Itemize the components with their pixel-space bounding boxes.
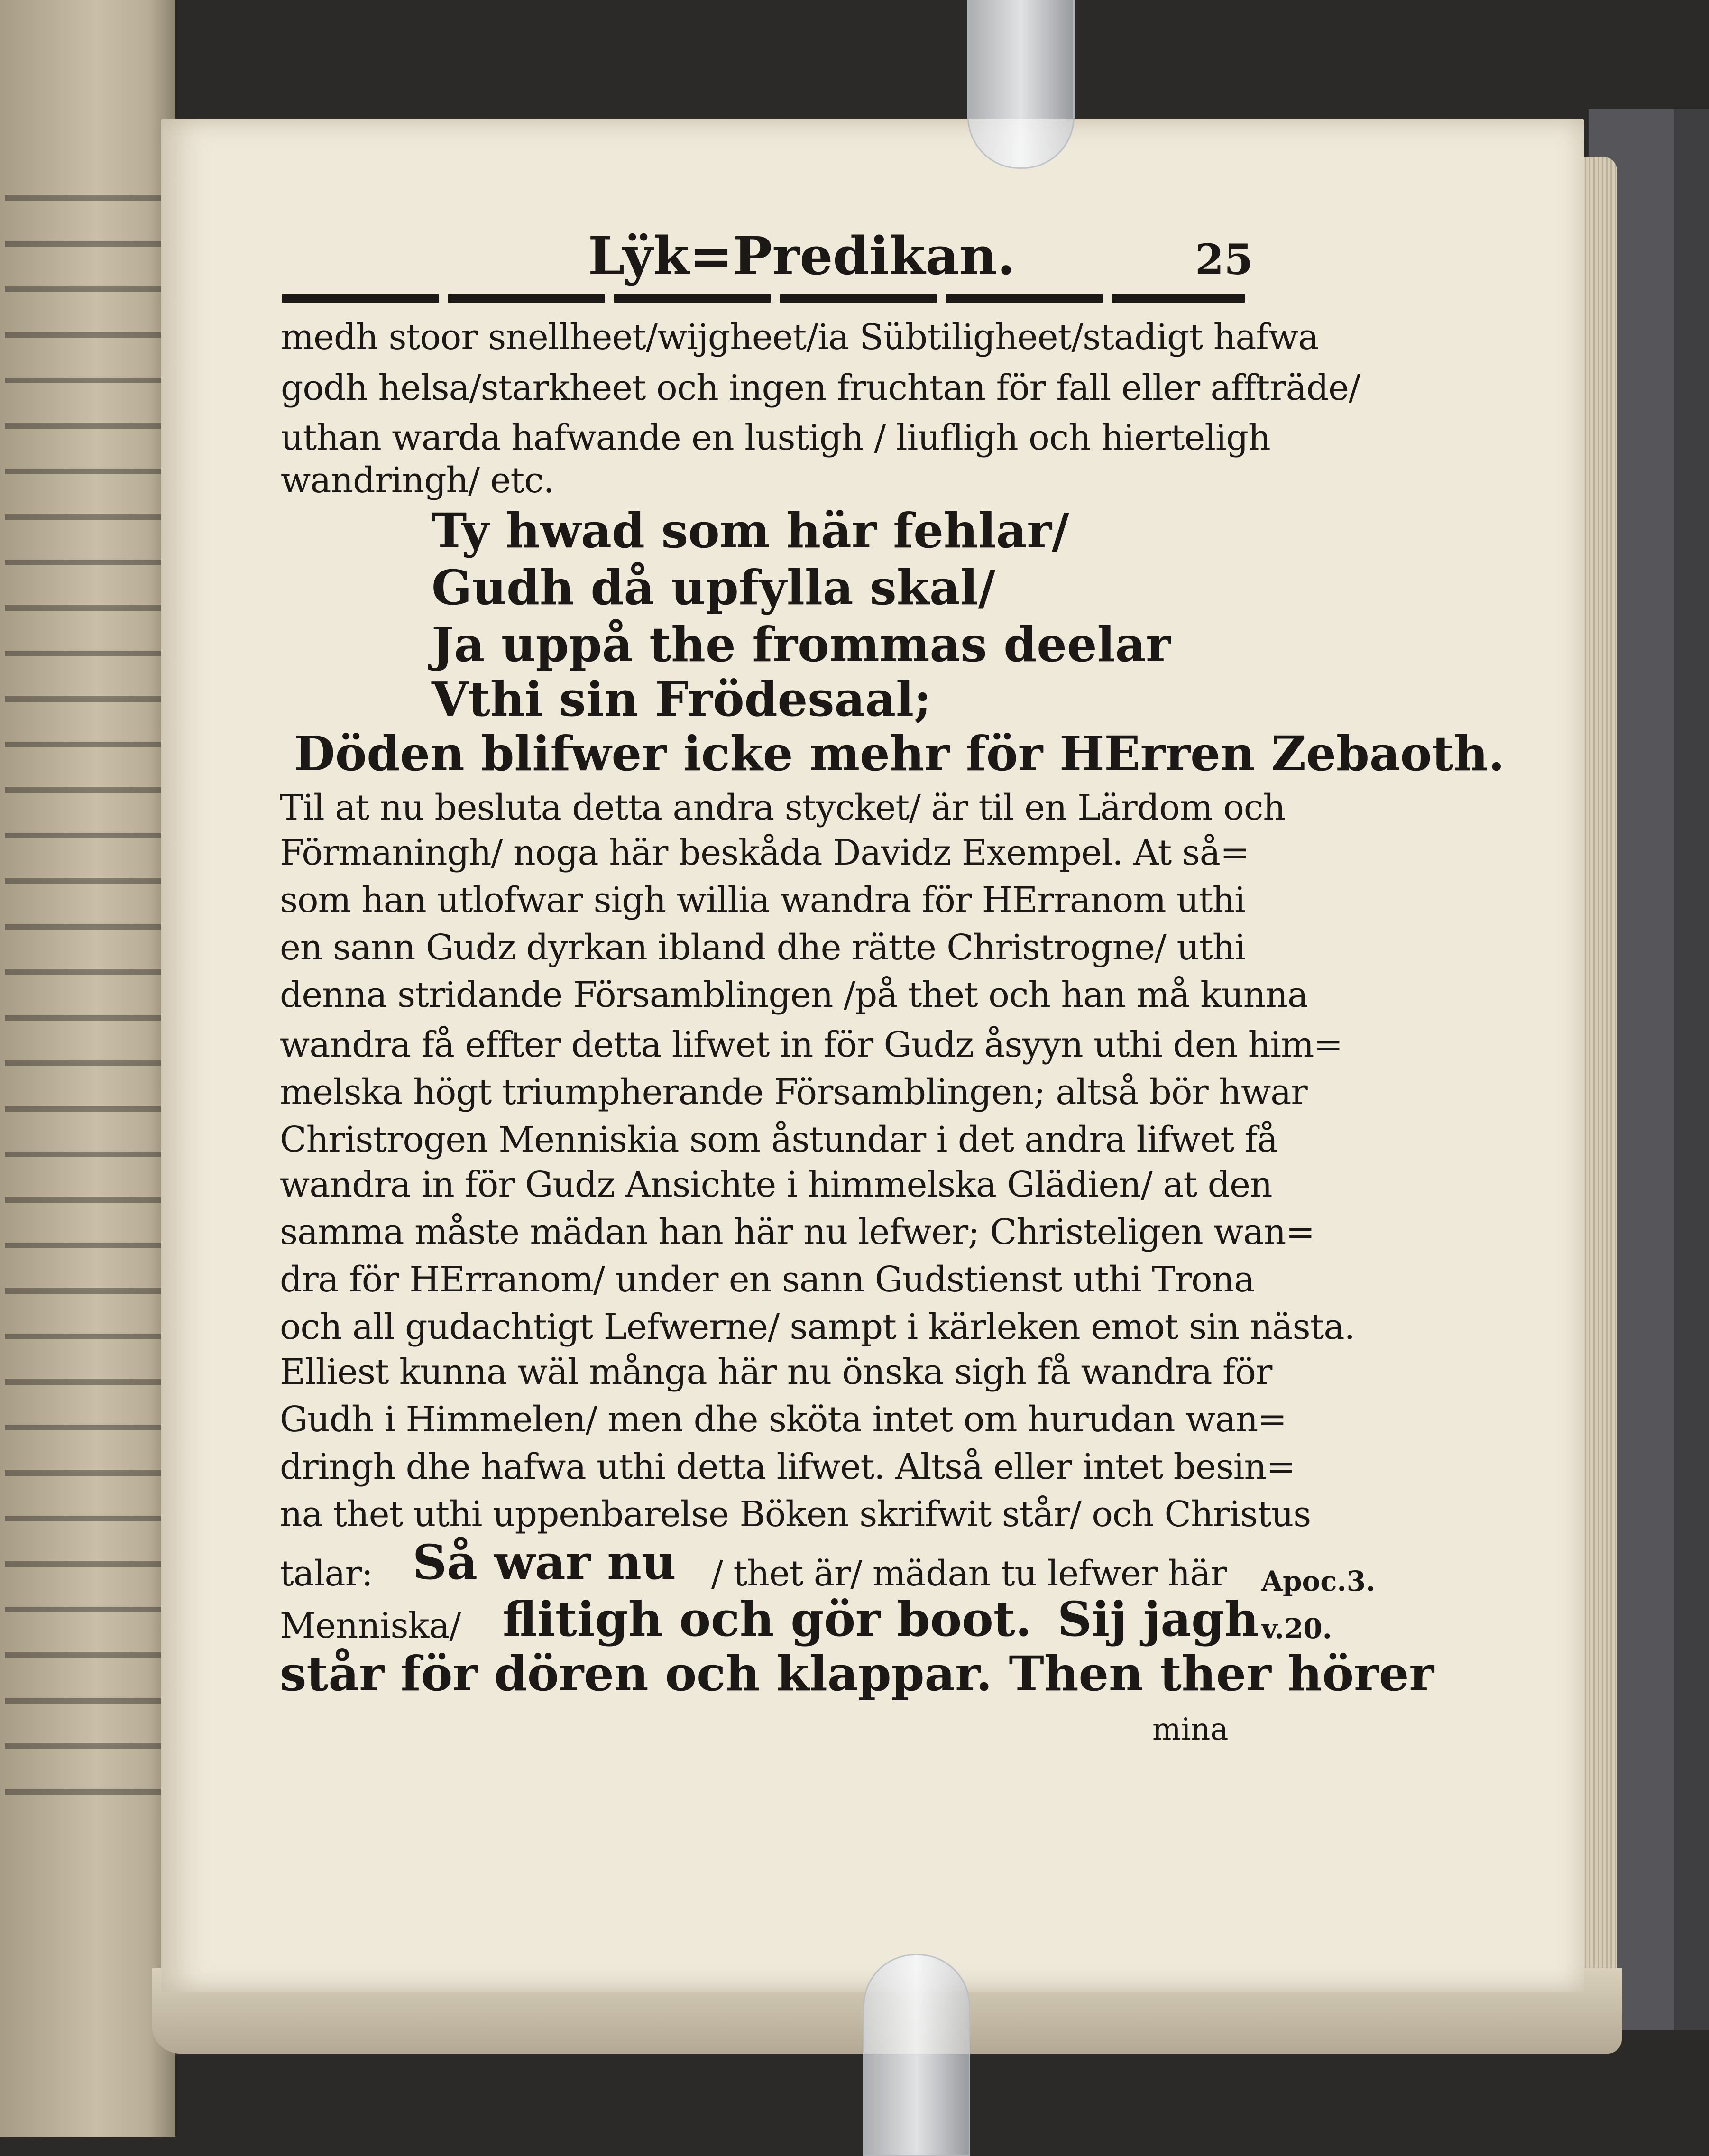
text-line: som han utlofwar sigh willia wandra för HErranom uthi bbox=[280, 880, 1245, 921]
page-clip-bottom bbox=[863, 1954, 970, 2156]
verse-closing-line: Döden blifwer icke mehr för HErren Zebaoth. bbox=[294, 726, 1505, 782]
text-line: melska högt triumpherande Församblingen; altså bör hwar bbox=[280, 1072, 1307, 1113]
text-line: medh stoor snellheet/wijgheet/ia Sübtiligheet/stadigt hafwa bbox=[281, 317, 1319, 358]
text-line: samma måste mädan han här nu lefwer; Christeligen wan= bbox=[280, 1212, 1315, 1253]
text-line: wandringh/ etc. bbox=[281, 460, 554, 501]
facing-page bbox=[0, 0, 175, 2137]
text-line: denna stridande Församblingen /på thet och han må kunna bbox=[280, 975, 1308, 1015]
margin-note: v.20. bbox=[1261, 1612, 1332, 1645]
emphasized-quote: står för dören och klappar. Then ther hörer bbox=[280, 1646, 1434, 1702]
header-rule bbox=[282, 294, 1245, 303]
verse-line: Ty hwad som här fehlar/ bbox=[432, 503, 1069, 559]
text-line: na thet uthi uppenbarelse Böken skrifwit står/ och Christus bbox=[280, 1494, 1311, 1535]
text-line: wandra få effter detta lifwet in för Gudz åsyyn uthi den him= bbox=[280, 1024, 1343, 1065]
page-number: 25 bbox=[1195, 235, 1253, 284]
text-line-lead: talar: bbox=[280, 1553, 373, 1594]
emphasized-quote: Sij jagh bbox=[1057, 1591, 1259, 1647]
emphasized-quote: flitigh och gör boot. bbox=[503, 1591, 1032, 1647]
text-line: och all gudachtigt Lefwerne/ sampt i kärleken emot sin nästa. bbox=[280, 1307, 1355, 1347]
facing-page-text bbox=[5, 171, 166, 1831]
text-line-lead: Menniska/ bbox=[280, 1605, 461, 1646]
text-line: Elliest kunna wäl många här nu önska sigh få wandra för bbox=[280, 1352, 1272, 1392]
text-line: godh helsa/starkheet och ingen fruchtan för fall eller affträde/ bbox=[281, 368, 1360, 408]
verse-line: Vthi sin Frödesaal; bbox=[432, 671, 932, 727]
text-line: dra för HErranom/ under en sann Gudstienst uthi Trona bbox=[280, 1259, 1255, 1300]
catchword: mina bbox=[1152, 1712, 1229, 1747]
text-line: Til at nu besluta detta andra stycket/ är til en Lärdom och bbox=[280, 787, 1285, 828]
margin-note: Apoc.3. bbox=[1261, 1565, 1376, 1597]
text-line-tail: / thet är/ mädan tu lefwer här bbox=[711, 1553, 1227, 1594]
page-clip-top bbox=[967, 0, 1075, 169]
text-line: dringh dhe hafwa uthi detta lifwet. Altså eller intet besin= bbox=[280, 1447, 1296, 1487]
running-head: Lÿk=Predikan. bbox=[588, 225, 1015, 286]
text-line: Christrogen Menniskia som åstundar i det andra lifwet få bbox=[280, 1119, 1278, 1160]
text-line: uthan warda hafwande en lustigh / liufligh och hierteligh bbox=[281, 417, 1270, 458]
text-line: Förmaningh/ noga här beskåda Davidz Exempel. At så= bbox=[280, 832, 1249, 873]
text-line: Gudh i Himmelen/ men dhe sköta intet om hurudan wan= bbox=[280, 1399, 1287, 1440]
verse-line: Ja uppå the frommas deelar bbox=[432, 617, 1171, 673]
emphasized-quote: Så war nu bbox=[413, 1534, 676, 1590]
text-line: en sann Gudz dyrkan ibland dhe rätte Christrogne/ uthi bbox=[280, 927, 1246, 968]
verse-line: Gudh då upfylla skal/ bbox=[432, 560, 996, 616]
text-line: wandra in för Gudz Ansichte i himmelska Glädien/ at den bbox=[280, 1164, 1272, 1205]
